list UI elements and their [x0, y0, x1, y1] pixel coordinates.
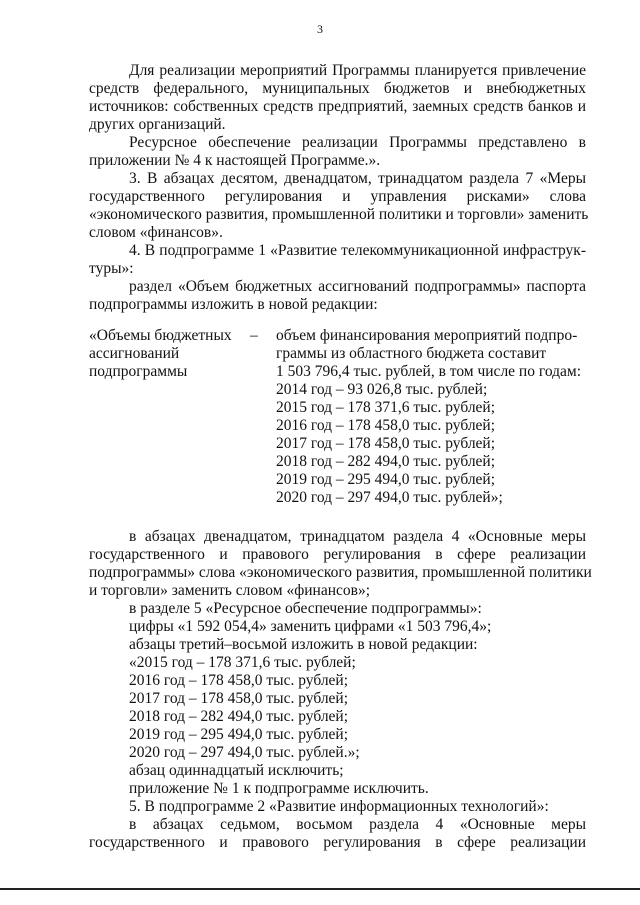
text-line: словом «финансов». — [89, 224, 223, 241]
text-line: в абзацах двенадцатом, тринадцатом раздела 4 «Основные меры — [129, 528, 586, 545]
table-year-line: 2017 год – 178 458,0 тыс. рублей; — [276, 435, 496, 452]
table-label-line: «Объемы бюджетных — [89, 327, 232, 344]
table-value-line: 1 503 796,4 тыс. рублей, в том числе по годам: — [276, 363, 582, 380]
text-line: туры»: — [89, 260, 134, 277]
text-line: Для реализации мероприятий Программы планируется привлечение — [129, 62, 586, 79]
year-line: 2017 год – 178 458,0 тыс. рублей; — [129, 690, 349, 707]
year-line: 2019 год – 295 494,0 тыс. рублей; — [129, 726, 349, 743]
text-line: подпрограммы» слова «экономического развития, промышленной политики — [89, 564, 592, 581]
text-line: подпрограммы изложить в новой редакции: — [89, 296, 378, 313]
year-line: «2015 год – 178 371,6 тыс. рублей; — [129, 654, 356, 671]
table-year-line: 2019 год – 295 494,0 тыс. рублей; — [276, 471, 496, 488]
text-line: источников: собственных средств предприятий, заемных средств банков и — [89, 98, 586, 115]
text-line: 3. В абзацах десятом, двенадцатом, тринадцатом раздела 7 «Меры — [129, 170, 586, 187]
text-line: приложении № 4 к настоящей Программе.». — [89, 152, 381, 169]
text-line: в абзацах седьмом, восьмом раздела 4 «Основные меры — [129, 816, 586, 833]
table-year-line: 2018 год – 282 494,0 тыс. рублей; — [276, 453, 496, 470]
text-line: приложение № 1 к подпрограмме исключить. — [129, 780, 429, 797]
table-year-line: 2020 год – 297 494,0 тыс. рублей»; — [276, 489, 503, 506]
year-line: 2020 год – 297 494,0 тыс. рублей.»; — [129, 744, 360, 761]
text-line: абзац одиннадцатый исключить; — [129, 762, 344, 779]
page-number: 3 — [317, 22, 323, 36]
text-line: цифры «1 592 054,4» заменить цифрами «1 503 796,4»; — [129, 618, 492, 635]
text-line: «экономического развития, промышленной политики и торговли» заменить — [89, 206, 589, 223]
text-line: средств федерального, муниципальных бюджетов и внебюджетных — [89, 80, 586, 97]
text-line: в разделе 5 «Ресурсное обеспечение подпрограммы»: — [129, 600, 482, 617]
table-year-line: 2015 год – 178 371,6 тыс. рублей; — [276, 399, 496, 416]
table-year-line: 2014 год – 93 026,8 тыс. рублей; — [276, 381, 488, 398]
text-line: раздел «Объем бюджетных ассигнований подпрограммы» паспорта — [129, 278, 586, 295]
table-label-line: ассигнований — [89, 345, 180, 362]
text-line: Ресурсное обеспечение реализации Программы представлено в — [129, 134, 586, 151]
text-line: и торговли» заменить словом «финансов»; — [89, 582, 371, 599]
text-line: других организаций. — [89, 116, 226, 133]
text-line: государственного и правового регулирования в сфере реализации — [89, 834, 586, 851]
text-line: 4. В подпрограмме 1 «Развитие телекоммуникационной инфраструк- — [129, 242, 586, 259]
page-bottom-border — [0, 888, 640, 890]
text-line: государственного и правового регулирования в сфере реализации — [89, 546, 586, 563]
table-value-line: граммы из областного бюджета составит — [276, 345, 547, 362]
table-value-line: объем финансирования мероприятий подпро- — [276, 327, 578, 344]
table-year-line: 2016 год – 178 458,0 тыс. рублей; — [276, 417, 496, 434]
year-line: 2018 год – 282 494,0 тыс. рублей; — [129, 708, 349, 725]
text-line: 5. В подпрограмме 2 «Развитие информационных технологий»: — [129, 798, 549, 815]
year-line: 2016 год – 178 458,0 тыс. рублей; — [129, 672, 349, 689]
table-label-line: подпрограммы — [89, 363, 188, 380]
text-line: абзацы третий–восьмой изложить в новой редакции: — [129, 636, 478, 653]
text-line: государственного регулирования и управления рисками» слова — [89, 188, 586, 205]
table-dash: – — [250, 327, 258, 344]
